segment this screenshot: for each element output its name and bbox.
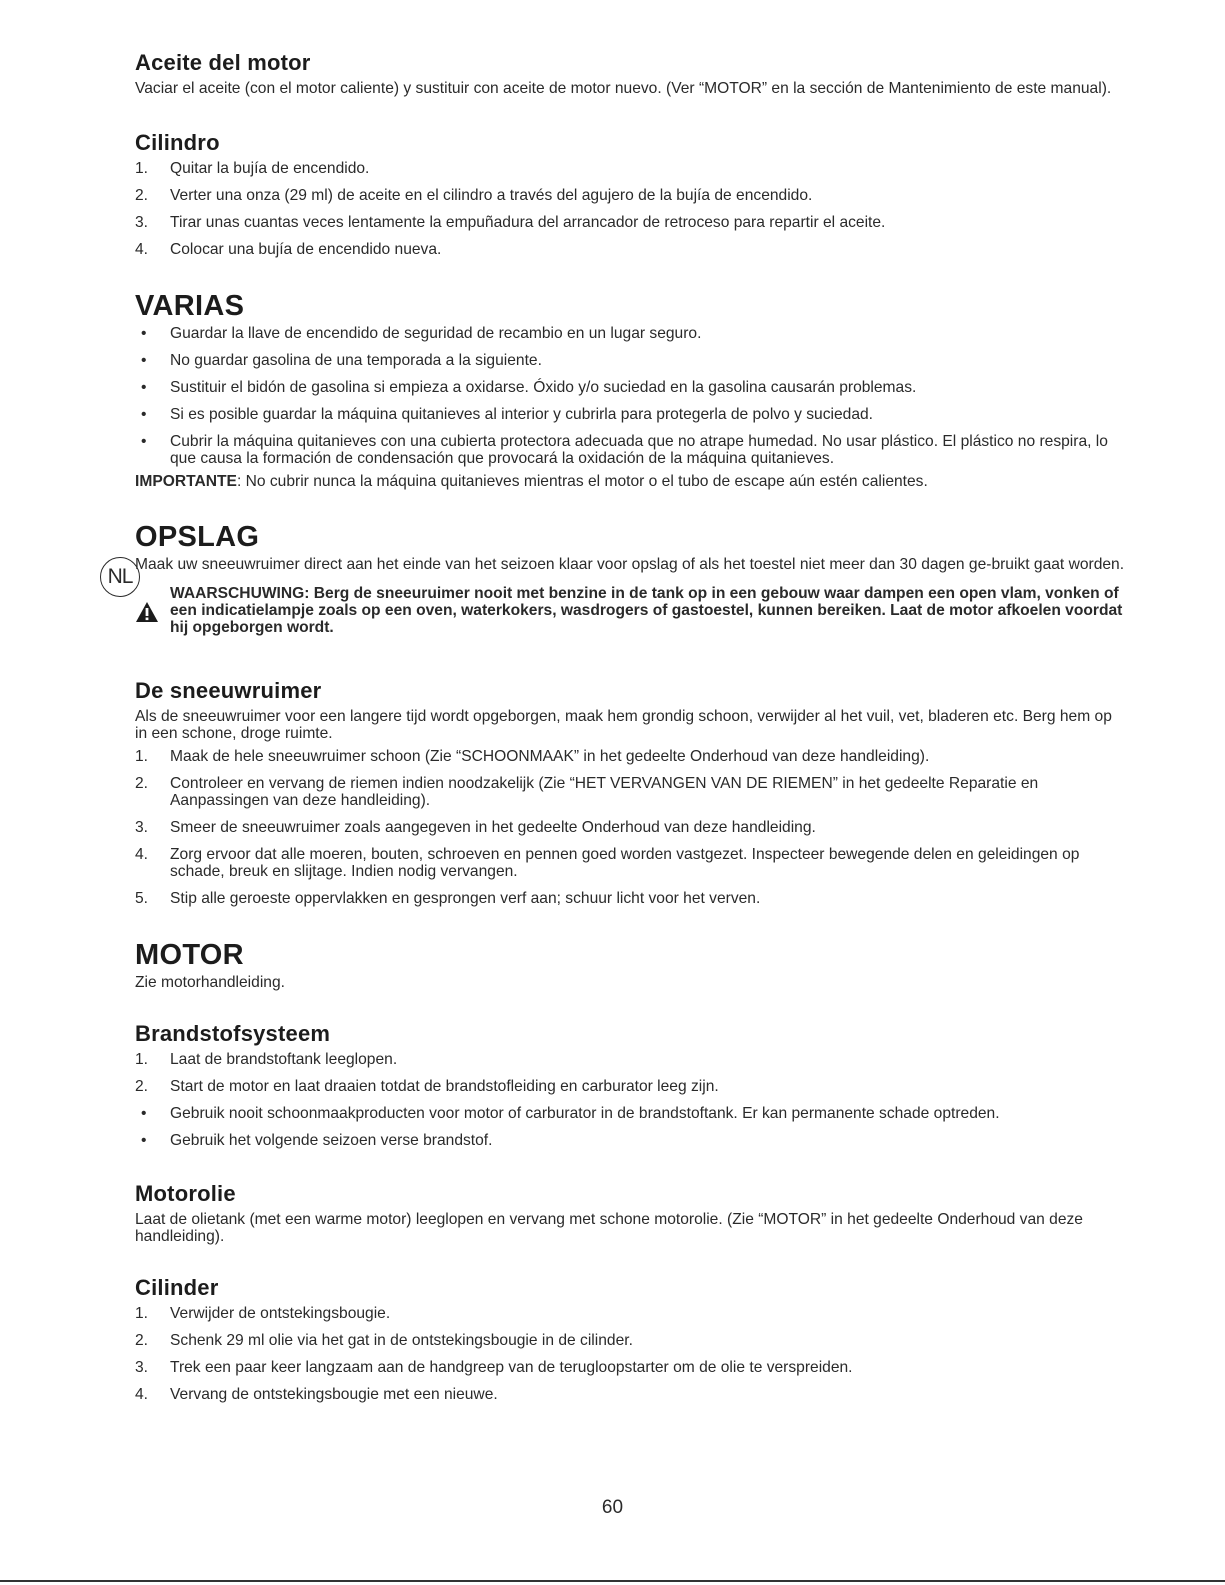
list-item: 5. Stip alle geroeste oppervlakken en gesprongen verf aan; schuur licht voor het verven.: [135, 890, 761, 907]
section-heading: MOTOR: [135, 939, 244, 971]
list-item: 1. Laat de brandstoftank leeglopen.: [135, 1051, 398, 1068]
list-item: 4. Colocar una bujía de encendido nueva.: [135, 241, 442, 258]
list-item: 4. Zorg ervoor dat alle moeren, bouten, schroeven en pennen goed worden vastgezet. Inspecteer bewegende delen en geleidingen op schade, breuk en slijtage. Indien nodig vervangen.: [135, 846, 1080, 880]
warning-triangle-icon: [135, 601, 159, 623]
warning-block: [135, 585, 1125, 636]
section-body: Maak uw sneeuwruimer direct aan het einde van het seizoen klaar voor opslag of als het toestel niet meer dan 30 dagen ge-bruikt gaat worden.: [135, 556, 1125, 573]
section-motor: [135, 939, 1125, 991]
list-item: 4. Vervang de ontstekingsbougie met een nieuwe.: [135, 1386, 498, 1403]
section-cilindro: [135, 130, 1125, 258]
section-body: Vaciar el aceite (con el motor caliente) y sustituir con aceite de motor nuevo. (Ver “MOTOR” en la sección de Mantenimiento de este manual).: [135, 80, 1112, 97]
section-heading: VARIAS: [135, 290, 245, 322]
list-item: 1. Maak de hele sneeuwruimer schoon (Zie “SCHOONMAAK” in het gedeelte Onderhoud van deze handleiding).: [135, 748, 930, 765]
bullet-item: • No guardar gasolina de una temporada a la siguiente.: [141, 352, 542, 369]
warning-text: WAARSCHUWING: Berg de sneeuruimer nooit met benzine in de tank op in een gebouw waar dampen een open vlam, vonken of een indicatielampje zoals op een oven, waterkokers, wasdrogers of gastoestel, kunnen bereiken. Laat de motor afkoelen voordat hij opgeborgen wordt.: [170, 585, 1123, 636]
bullet-item: • Si es posible guardar la máquina quitanieves al interior y cubrirla para protegerla de polvo y suciedad.: [141, 406, 873, 423]
section-body: Laat de olietank (met een warme motor) leeglopen en vervang met schone motorolie. (Zie “MOTOR” in het gedeelte Onderhoud van deze handleiding).: [135, 1211, 1083, 1245]
list-item: 3. Trek een paar keer langzaam aan de handgreep van de terugloopstarter om de olie te verspreiden.: [135, 1359, 853, 1376]
page-number: 60: [601, 1497, 624, 1518]
section-aceite-del-motor: [135, 50, 1125, 97]
section-body: Zie motorhandleiding.: [135, 974, 285, 991]
list-item: 2. Controleer en vervang de riemen indien noodzakelijk (Zie “HET VERVANGEN VAN DE RIEMEN” in het gedeelte Reparatie en Aanpassingen van deze handleiding).: [135, 775, 1039, 809]
section-title: Motorolie: [135, 1181, 236, 1206]
section-heading: OPSLAG: [135, 521, 260, 553]
section-motorolie: [135, 1181, 1125, 1245]
language-badge-nl: NL: [100, 557, 140, 597]
list-item: 2. Schenk 29 ml olie via het gat in de ontstekingsbougie in de cilinder.: [135, 1332, 633, 1349]
section-title: Cilindro: [135, 130, 220, 155]
list-item: 1. Quitar la bujía de encendido.: [135, 160, 370, 177]
manual-page: [135, 50, 1125, 1403]
list-item: 2. Start de motor en laat draaien totdat de brandstofleiding en carburator leeg zijn.: [135, 1078, 719, 1095]
bullet-item: • Gebruik het volgende seizoen verse brandstof.: [141, 1132, 493, 1149]
bullet-item: • Sustituir el bidón de gasolina si empieza a oxidarse. Óxido y/o suciedad en la gasolina causarán problemas.: [141, 379, 917, 396]
list-item: 3. Smeer de sneeuwruimer zoals aangegeven in het gedeelte Onderhoud van deze handleiding.: [135, 819, 816, 836]
bullet-item: • Cubrir la máquina quitanieves con una cubierta protectora adecuada que no atrape humedad. No usar plástico. El plástico no respira, lo que causa la formación de condensación que provocará la oxidación de la máquina quitanieves.: [141, 433, 1108, 467]
important-note: IMPORTANTE: No cubrir nunca la máquina quitanieves mientras el motor o el tubo de escape aún estén calientes.: [135, 473, 928, 490]
section-cilinder: [135, 1275, 1125, 1403]
section-brandstofsysteem: [135, 1021, 1125, 1149]
section-de-sneeuwruimer: [135, 678, 1125, 907]
list-item: 1. Verwijder de ontstekingsbougie.: [135, 1305, 391, 1322]
section-title: De sneeuwruimer: [135, 678, 322, 703]
list-item: 3. Tirar unas cuantas veces lentamente la empuñadura del arrancador de retroceso para repartir el aceite.: [135, 214, 886, 231]
list-item: 2. Verter una onza (29 ml) de aceite en el cilindro a través del agujero de la bujía de encendido.: [135, 187, 813, 204]
bullet-item: • Gebruik nooit schoonmaakproducten voor motor of carburator in de brandstoftank. Er kan permanente schade optreden.: [141, 1105, 1000, 1122]
section-varias: [135, 290, 1125, 490]
section-body: Als de sneeuwruimer voor een langere tijd wordt opgeborgen, maak hem grondig schoon, verwijder al het vuil, vet, bladeren etc. Berg hem op in een schone, droge ruimte.: [135, 708, 1112, 742]
section-opslag: [135, 521, 1125, 636]
section-title: Aceite del motor: [135, 50, 311, 75]
bullet-item: • Guardar la llave de encendido de seguridad de recambio en un lugar seguro.: [141, 325, 702, 342]
section-title: Cilinder: [135, 1275, 219, 1300]
footer-rule: [0, 1580, 1225, 1582]
section-title: Brandstofsysteem: [135, 1021, 331, 1046]
